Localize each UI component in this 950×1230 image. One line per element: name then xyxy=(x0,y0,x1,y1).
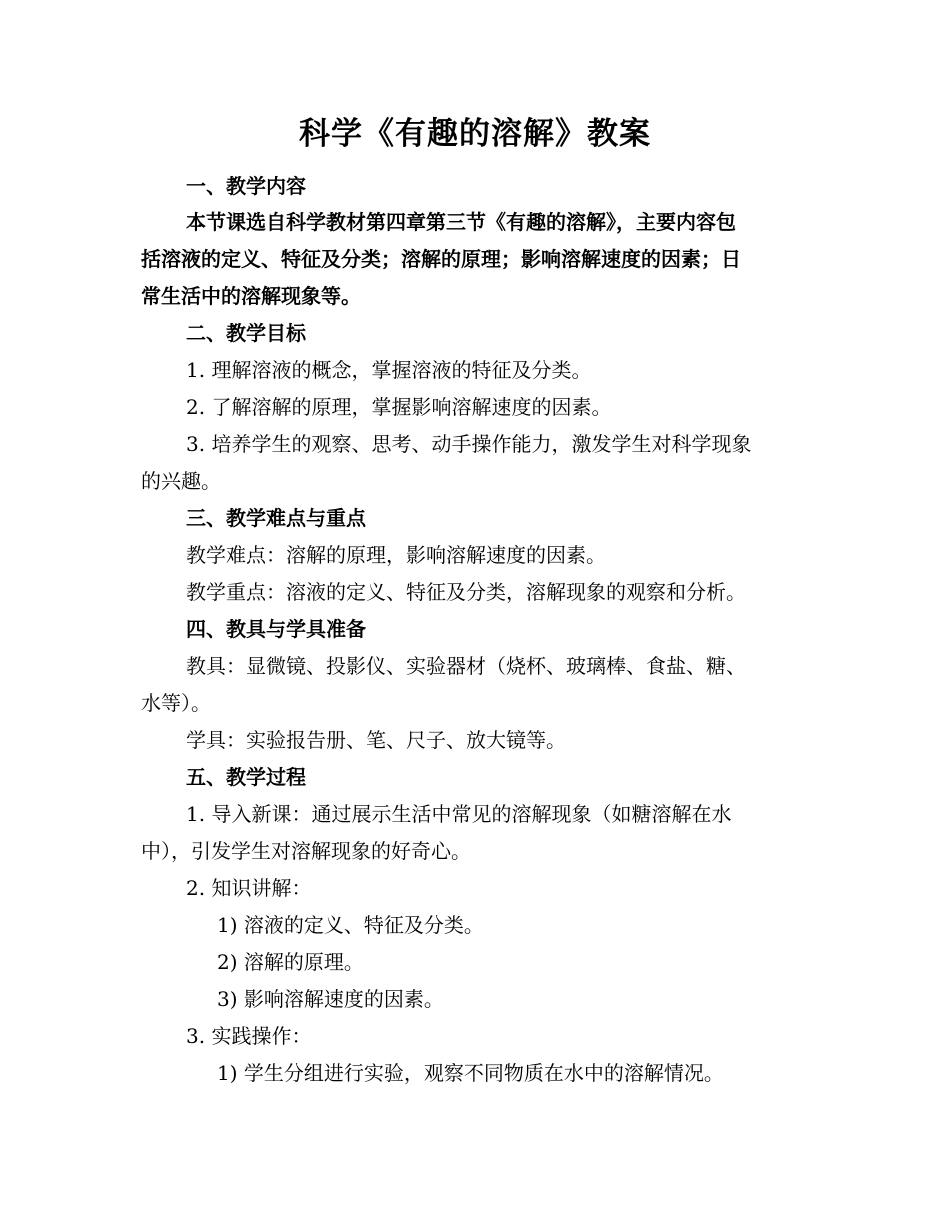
sub-list-item: 1) 学生分组进行实验，观察不同物质在水中的溶解情况。 xyxy=(217,1061,724,1085)
list-item: 1. 理解溶液的概念，掌握溶液的特征及分类。 xyxy=(186,358,592,382)
list-item: 2. 了解溶解的原理，掌握影响溶解速度的因素。 xyxy=(186,395,612,419)
document-title: 科学《有趣的溶解》教案 xyxy=(299,116,651,152)
list-item: 3. 培养学生的观察、思考、动手操作能力，激发学生对科学现象 xyxy=(186,432,752,456)
paragraph-line: 教学难点：溶解的原理，影响溶解速度的因素。 xyxy=(186,543,606,567)
section-heading-difficulties-and-key-points: 三、教学难点与重点 xyxy=(186,506,366,530)
sub-list-item: 2) 溶解的原理。 xyxy=(217,950,364,974)
paragraph-line: 水等）。 xyxy=(141,691,211,715)
list-item-continuation: 的兴趣。 xyxy=(141,469,221,493)
paragraph-line: 本节课选自科学教材第四章第三节《有趣的溶解》，主要内容包 xyxy=(186,210,736,234)
section-heading-teaching-aids: 四、教具与学具准备 xyxy=(186,617,366,641)
sub-list-item: 3) 影响溶解速度的因素。 xyxy=(217,987,444,1011)
list-item: 2. 知识讲解： xyxy=(186,876,312,900)
section-heading-teaching-objectives: 二、教学目标 xyxy=(186,321,306,345)
paragraph-line: 教学重点：溶液的定义、特征及分类，溶解现象的观察和分析。 xyxy=(186,580,746,604)
sub-list-item: 1) 溶液的定义、特征及分类。 xyxy=(217,913,484,937)
paragraph-line: 教具：显微镜、投影仪、实验器材（烧杯、玻璃棒、食盐、糖、 xyxy=(186,654,746,678)
list-item: 1. 导入新课：通过展示生活中常见的溶解现象（如糖溶解在水 xyxy=(186,802,732,826)
section-heading-teaching-process: 五、教学过程 xyxy=(186,765,306,789)
section-heading-teaching-content: 一、教学内容 xyxy=(186,174,306,198)
list-item: 3. 实践操作： xyxy=(186,1024,312,1048)
paragraph-line: 常生活中的溶解现象等。 xyxy=(141,284,361,308)
paragraph-line: 括溶液的定义、特征及分类；溶解的原理；影响溶解速度的因素；日 xyxy=(141,247,741,271)
list-item-continuation: 中），引发学生对溶解现象的好奇心。 xyxy=(141,839,471,863)
paragraph-line: 学具：实验报告册、笔、尺子、放大镜等。 xyxy=(186,728,566,752)
